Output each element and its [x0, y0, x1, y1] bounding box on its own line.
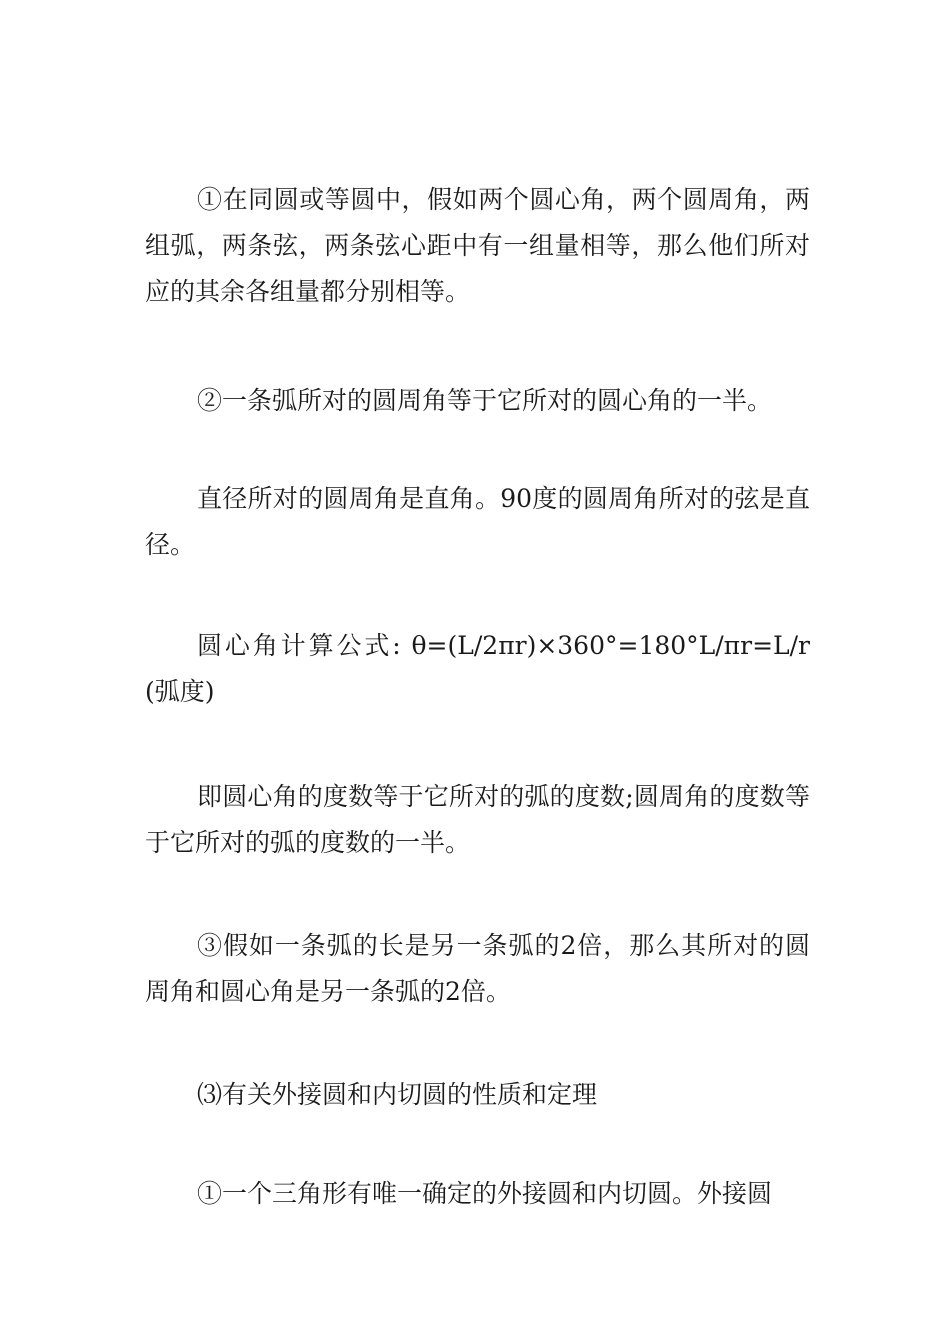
section-heading-circumcircle-incircle: ⑶有关外接圆和内切圆的性质和定理 — [197, 1080, 598, 1109]
paragraph-double-arc: ③假如一条弧的长是另一条弧的2倍，那么其所对的圆周角和圆心角是另一条弧的2倍。 — [145, 931, 810, 1006]
paragraph-central-angle-formula: 圆心角计算公式: θ=(L/2πr)×360°=180°L/πr=L/r(弧度) — [145, 631, 810, 706]
paragraph-unique-circles: ①一个三角形有唯一确定的外接圆和内切圆。外接圆 — [197, 1179, 773, 1208]
paragraph-equal-arcs-chords: ①在同圆或等圆中，假如两个圆心角，两个圆周角，两组弧，两条弦，两条弦心距中有一组量相等，那么他们所对应的其余各组量都分别相等。 — [145, 185, 810, 306]
paragraph-angle-degree-relation: 即圆心角的度数等于它所对的弧的度数;圆周角的度数等于它所对的弧的度数的一半。 — [145, 782, 810, 857]
paragraph-inscribed-angle-half: ②一条弧所对的圆周角等于它所对的圆心角的一半。 — [197, 386, 773, 415]
paragraph-diameter-right-angle: 直径所对的圆周角是直角。90度的圆周角所对的弦是直径。 — [145, 484, 810, 559]
